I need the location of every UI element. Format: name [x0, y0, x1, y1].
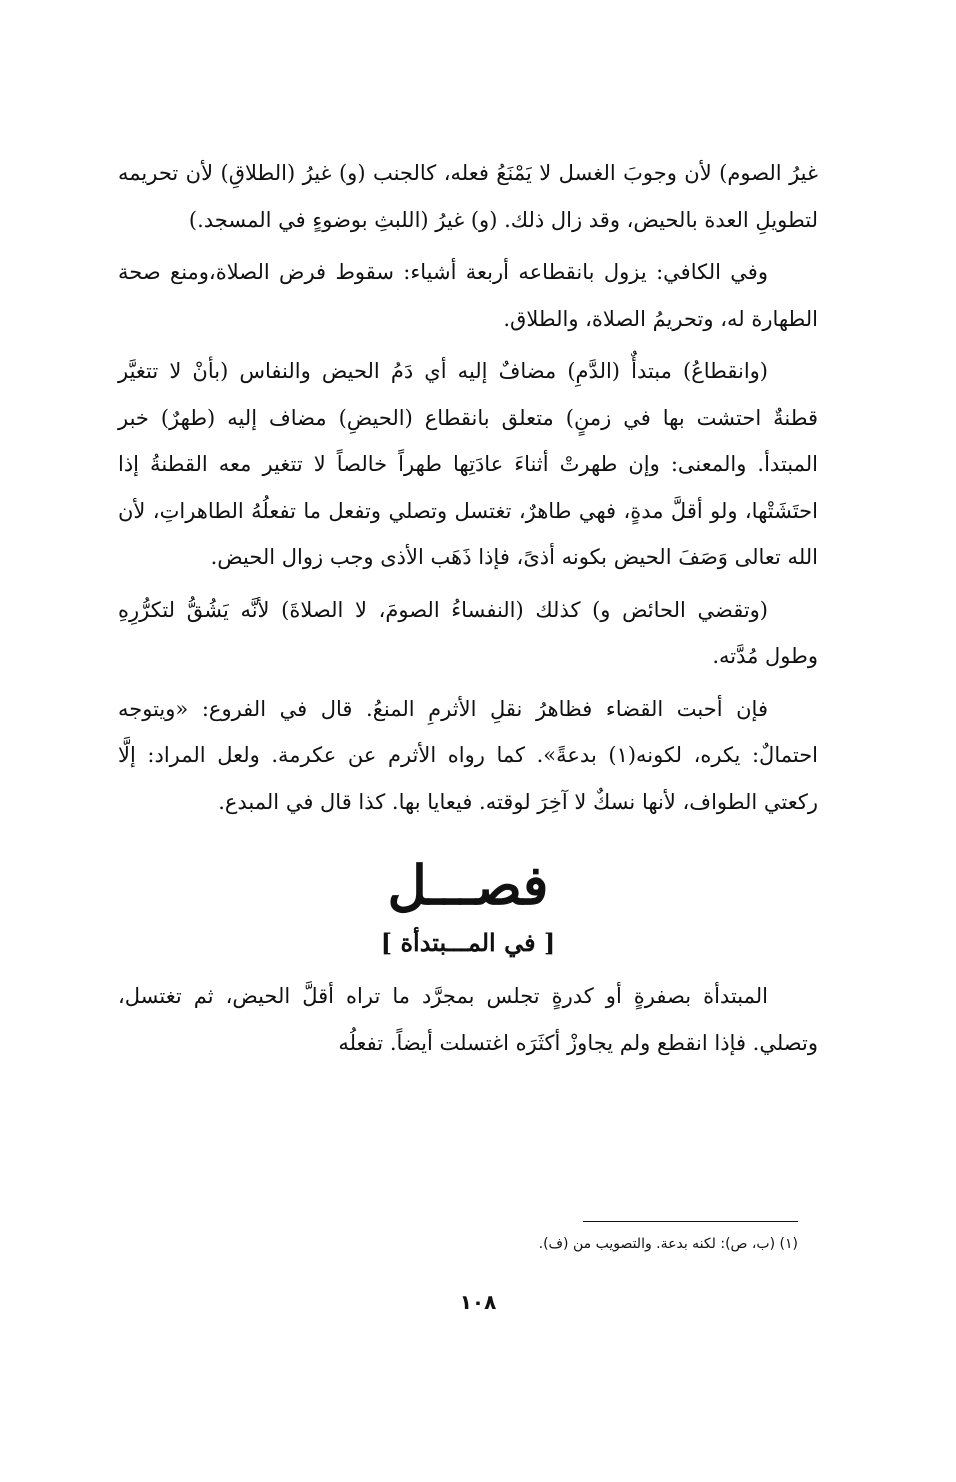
- paragraph-4: (وتقضي الحائض و) كذلك (النفساءُ الصومَ، لا الصلاةَ) لأنَّه يَشُقُّ لتكرُّرِهِ وطول مُدَّته.: [118, 597, 818, 668]
- section-title: فصـــل: [387, 853, 549, 917]
- paragraph-3: (وانقطاعُ) مبتدأٌ (الدَّمِ) مضافٌ إليه أي دَمُ الحيض والنفاس (بأنْ لا تتغيَّر قطنةٌ احتشت بها في زمنٍ) متعلق بانقطاع (الحيضِ) مضاف إليه (طهرٌ) خبر المبتدأ. والمعنى: وإن طهرتْ أثناءَ عادَتِها طهراً خالصاً لا تتغير معه القطنةُ إذا احتَشَتْها، ولو أقلَّ مدةٍ، فهي طاهرٌ، تغتسل وتصلي وتفعل ما تفعلُهُ الطاهراتِ، لأن الله تعالى وَصَفَ الحيض بكونه أذىً، فإذا ذَهَب الأذى وجب زوال الحيض.: [118, 359, 818, 569]
- paragraph-2: وفي الكافي: يزول بانقطاعه أربعة أشياء: سقوط فرض الصلاة،ومنع صحة الطهارة له، وتحريمُ الصلاة، والطلاق.: [118, 260, 818, 331]
- footnote: (١) (ب، ص): لكنه بدعة. والتصويب من (ف).: [538, 1236, 798, 1252]
- section-subtitle: [ في المـــبتدأة ]: [380, 928, 556, 957]
- section-heading: [118, 849, 818, 965]
- page-body: [118, 150, 818, 1072]
- section-paragraph: المبتدأة بصفرةٍ أو كدرةٍ تجلس بمجرَّد ما تراه أقلَّ الحيض، ثم تغتسل، وتصلي. فإذا انقطع ولم يجاوزْ أكثَرَه اغتسلت أيضاً. تفعلُه: [118, 984, 818, 1055]
- footnote-divider: [583, 1221, 798, 1222]
- paragraph-5: فإن أحبت القضاء فظاهرُ نقلِ الأثرمِ المنعُ. قال في الفروع: «ويتوجه احتمالٌ: يكره، لكونه(١) بدعةً». كما رواه الأثرم عن عكرمة. ولعل المراد: إلَّا ركعتي الطواف، لأنها نسكٌ لا آخِرَ لوقته. فيعايا بها. كذا قال في المبدع.: [118, 696, 819, 814]
- paragraph-1: غيرُ الصوم) لأن وجوبَ الغسل لا يَمْنَعُ فعله، كالجنب (و) غيرُ (الطلاقِ) لأن تحريمه لتطويلِ العدة بالحيض، وقد زال ذلك. (و) غيرُ (اللبثِ بوضوءٍ في المسجد.): [118, 161, 818, 232]
- page-number: ١٠٨: [459, 1290, 497, 1314]
